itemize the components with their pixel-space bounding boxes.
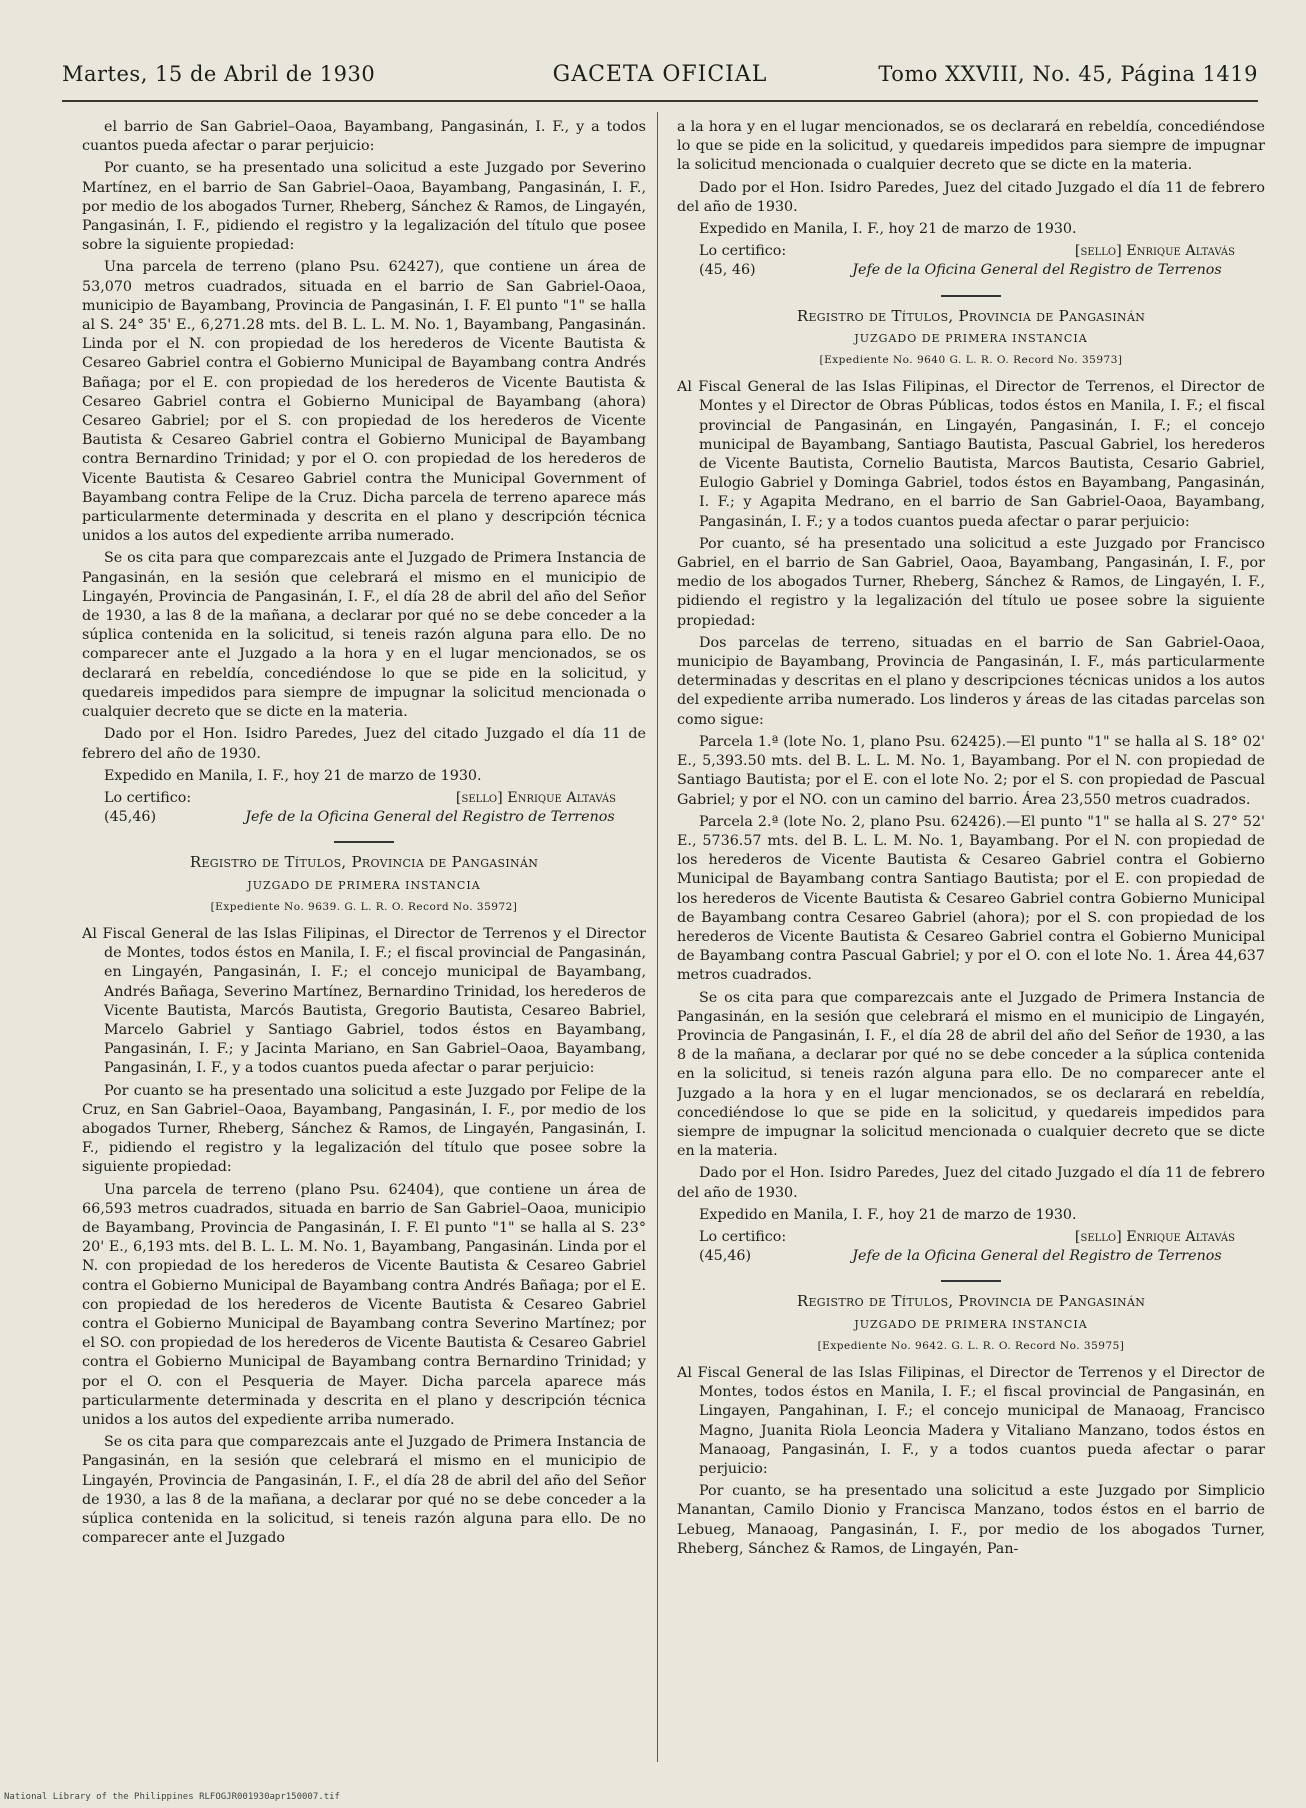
notice-4-heading: Registro de Títulos, Provincia de Pangasinán [796, 1292, 1146, 1311]
header-date: Martes, 15 de Abril de 1930 [62, 62, 376, 86]
continuation: a la hora y en el lugar mencionados, se os declarará en rebeldía, concediéndose lo que se pide en la solicitud, y quedareis impedidos para siempre de impugnar la solicitud mencionada o cualquier decreto que se dicte en la materia. [677, 119, 1265, 174]
section-separator [941, 1280, 1001, 1282]
page-header [62, 62, 1258, 96]
signer-title: Jefe de la Oficina General del Registro de Terrenos [852, 1248, 1222, 1265]
parcela-1: Una parcela de terreno (plano Psu. 62427), que contiene un área de 53,070 metros cuadrados, situada en el barrio de San Gabriel-Oaoa, municipio de Bayambang, Provincia de Pangasinán, I. F. El punto "1" se halla al S. 24° 35' E., 6,271.28 mts. del B. L. L. M. No. 1, Bayambang, Pangasinán. Linda por el N. con propiedad de los herederos de Vicente Bautista & Cesareo Gabriel contra el Gobierno Municipal de Bayambang contra Andrés Bañaga; por el E. con propiedad de los herederos de Vicente Bautista & Cesareo Gabriel contra el Gobierno Municipal de Bayambang (ahora) Cesareo Gabriel; por el S. con propiedad de los herederos de Vicente Bautista & Cesareo Gabriel contra el Gobierno Municipal de Bayambang contra Bernardino Trinidad; y por el O. con propiedad de los herederos de Vicente Bautista & Cesareo Gabriel contra the Municipal Government of Bayambang contra Felipe de la Cruz. Dicha parcela de terreno aparece más particularmente determinada y descrita en el plano y descripción técnica unidos a los autos del expediente arriba numerado. [82, 259, 646, 545]
notice-2-se-os-cita: Se os cita para que comparezcais ante el Juzgado de Primera Instancia de Pangasinán, en la sesión que celebrará el mismo en el municipio de Lingayén, Provincia de Pangasinán, I. F., el día 28 de abril del año del Señor de 1930, a las 8 de la mañana, a declarar por qué no se debe conceder a la súplica contenida en la solicitud, si teneis razón alguna para ello. De no comparecer ante el Juzgado [82, 1434, 646, 1547]
signer-title: Jefe de la Oficina General del Registro de Terrenos [245, 809, 615, 826]
notice-4-expediente: [Expediente No. 9642. G. L. R. O. Record No. 35975] [817, 1339, 1125, 1352]
notice-2-al-fiscal: Al Fiscal General de las Islas Filipinas, el Director de Terrenos y el Director de Montes, todos éstos en Manila, I. F.; el fiscal provincial de Pangasinán, en Lingayén, Pangasinán, I. F.; el concejo municipal de Bayambang, Andrés Bañaga, Severino Martínez, Bernardino Trinidad, los herederos de Vicente Bautista, Marcós Bautista, Gregorio Bautista, Cesareo Babriel, Marcelo Gabriel y Santiago Gabriel, todos éstos en Bayambang, Pangasinán, I. F.; y Jacinta Mariano, en San Gabriel–Oaoa, Bayambang, Pangasinán, I. F., y a todos cuantos pueda afectar o parar perjuicio: [82, 925, 646, 1077]
notice-2-por-cuanto: Por cuanto se ha presentado una solicitud a este Juzgado por Felipe de la Cruz, en San Gabriel–Oaoa, Bayambang, Pangasinán, I. F., por medio de los abogados Turner, Rheberg, Sánchez & Ramos, de Lingayén, Pangasinán, I. F., pidiendo el registro y la legalización del título que posee sobre la siguiente propiedad: [82, 1082, 646, 1176]
column-divider [657, 112, 658, 1762]
intro-tail: el barrio de San Gabriel–Oaoa, Bayambang, Pangasinán, I. F., y a todos cuantos pueda afectar o parar perjuicio: [82, 119, 646, 155]
notice-3-heading: Registro de Títulos, Provincia de Pangasinán [796, 306, 1146, 325]
seal-signature: [sello] Enrique Altavás [1074, 243, 1235, 260]
notice-2-parcela: Una parcela de terreno (plano Psu. 62404), que contiene un área de 66,593 metros cuadrados, situada en barrio de San Gabriel–Oaoa, municipio de Bayambang, Provincia de Pangasinán, I. F. El punto "1" se halla al S. 23° 20' E., 6,193 mts. del B. L. L. M. No. 1, Bayambang, Pangasinán. Linda por el N. con propiedad de los herederos de Vicente Bautista & Cesareo Gabriel contra el Gobierno Municipal de Bayambang contra Andrés Bañaga; por el E. con propiedad de los herederos de Vicente Bautista & Cesareo Gabriel contra el Gobierno Municipal de Bayambang contra Severino Martínez; por el SO. con propiedad de los herederos de Vicente Bautista & Cesareo Gabriel contra el Gobierno Municipal de Bayambang contra Bernardino Trinidad; y por el O. con el Pesqueria de Mayer. Dicha parcela aparece más particularmente determinada y descrita en el plano y descripción técnica unidos a los autos del expediente arriba numerado. [82, 1181, 646, 1428]
notice-3-parcela-2: Parcela 2.ª (lote No. 2, plano Psu. 62426).—El punto "1" se halla al S. 27° 52' E., 5736.57 mts. del B. L. L. M. No. 1, Bayambang. Por el N. con propiedad de los herederos de Vicente Bautista & Cesareo Gabriel contra el Gobierno Municipal de Bayambang contra Santiago Bautista; por el E. con propiedad de los herederos de Vicente Bautista & Cesareo Gabriel contra Gobierno Municipal de Bayambang contra Cesareo Gabriel (ahora); por el S. con propiedad de los herederos de Vicente Bautista & Cesareo Gabriel contra el Gobierno Municipal de Bayambang contra Pascual Gabriel; y por el O. con el lote No. 1. Área 44,637 metros cuadrados. [677, 813, 1265, 984]
signer-title: Jefe de la Oficina General del Registro de Terrenos [852, 262, 1222, 279]
scan-footer: National Library of the Philippines RLFOGJR001930apr150007.tif [4, 1792, 340, 1802]
seal-signature: [sello] Enrique Altavás [1074, 1228, 1235, 1245]
header-title: GACETA OFICIAL [552, 62, 768, 87]
notice-4-court: JUZGADO DE PRIMERA INSTANCIA [854, 1317, 1088, 1331]
signature-line-1 [82, 808, 646, 827]
notice-4-al-fiscal: Al Fiscal General de las Islas Filipinas, el Director de Terrenos y el Director de Montes, todos éstos en Manila, I. F.; el fiscal provincial de Pangasinán, en Lingayen, Pangahinan, I. F.; el concejo municipal de Manaoag, Francisco Magno, Juanita Riola Leoncia Madera y Vitaliano Manzano, todos éstos en Manaoag, Pangasinán, I. F., y a todos cuantos pueda afectar o parar perjuicio: [677, 1364, 1265, 1477]
notice-2-expediente: [Expediente No. 9639. G. L. R. O. Record No. 35972] [210, 900, 518, 913]
ref-number: (45,46) [699, 1248, 752, 1265]
se-os-cita-1: Se os cita para que comparezcais ante el Juzgado de Primera Instancia de Pangasinán, en la sesión que celebrará el mismo en el municipio de Lingayén, Provincia de Pangasinán, I. F., el día 28 de abril del año del Señor de 1930, a las 8 de la mañana, a declarar por qué no se debe conceder a la súplica contenida en la solicitud, si teneis razón alguna para ello. De no comparecer ante el Juzgado a la hora y en el lugar mencionados, se os declarará en rebeldía, concediéndose lo que se pide en la solicitud, y quedareis impedidos para siempre de impugnar la solicitud mencionada o cualquier decreto que se dicte en la materia. [82, 550, 646, 721]
ref-number: (45, 46) [699, 262, 756, 279]
certification-2 [677, 242, 1265, 261]
por-cuanto-1: Por cuanto, se ha presentado una solicitud a este Juzgado por Severino Martínez, en el barrio de San Gabriel–Oaoa, Bayambang, Pangasinán, I. F., por medio de los abogados Turner, Rheberg, Sánchez & Ramos, de Lingayén, Pangasinán, I. F., pidiendo el registro y la legalización del título que posee sobre la siguiente propiedad: [82, 160, 646, 254]
left-column [82, 118, 646, 1748]
notice-3-al-fiscal: Al Fiscal General de las Islas Filipinas, el Director de Terrenos, el Director de Montes y el Director de Obras Públicas, todos éstos en Manila, I. F.; el fiscal provincial de Pangasinán, en Lingayén, Pangasinán, I. F.; el concejo municipal de Bayambang, Santiago Bautista, Pascual Gabriel, los herederos de Vicente Bautista, Cornelio Bautista, Marcos Bautista, Cesario Gabriel, Eulogio Gabriel y Dominga Gabriel, todos éstos en Bayambang, Pangasinán, I. F.; y Agapita Medrano, en el barrio de San Gabriel-Oaoa, Bayambang, Pangasinán, I. F.; y a todos cuantos pueda afectar o parar perjuicio: [677, 379, 1265, 530]
expedido-2: Expedido en Manila, I. F., hoy 21 de marzo de 1930. [699, 221, 1077, 238]
notice-3-expedido: Expedido en Manila, I. F., hoy 21 de marzo de 1930. [699, 1206, 1077, 1223]
ref-number: (45,46) [104, 809, 157, 826]
notice-2-heading: Registro de Títulos, Provincia de Pangasinán [189, 853, 539, 872]
notice-3-dos-parcelas: Dos parcelas de terreno, situadas en el barrio de San Gabriel-Oaoa, municipio de Bayambang, Provincia de Pangasinán, I. F., más particularmente determinadas y descritas en el plano y descripciones técnicas unidos a los autos del expediente arriba numerado. Los linderos y áreas de las citadas parcelas son como sigue: [677, 634, 1265, 728]
expedido-1: Expedido en Manila, I. F., hoy 21 de marzo de 1930. [104, 767, 482, 784]
signature-line-3 [677, 1247, 1265, 1266]
certification-1 [82, 789, 646, 808]
certifico-label: Lo certifico: [699, 243, 787, 260]
signature-line-2 [677, 261, 1265, 280]
notice-3-por-cuanto: Por cuanto, sé ha presentado una solicitud a este Juzgado por Francisco Gabriel, en el barrio de San Gabriel, Oaoa, Bayambang, Pangasinán, I. F., por medio de los abogados Turner, Rheberg, Sánchez & Ramos, de Lingayén, I. F., pidiendo el registro y la legalización del título ue posee sobre la siguiente propiedad: [677, 535, 1265, 629]
notice-3-parcela-1: Parcela 1.ª (lote No. 1, plano Psu. 62425).—El punto "1" se halla al S. 18° 02' E., 5,393.50 mts. del B. L. L. M. No. 1, Bayambang. Por el N. con propiedad de Santiago Bautista; por el E. con el lote No. 2; por el S. con propiedad de Pascual Gabriel; y por el NO. con un camino del barrio. Área 23,550 metros cuadrados. [677, 733, 1265, 808]
notice-3-dado: Dado por el Hon. Isidro Paredes, Juez del citado Juzgado el día 11 de febrero del año de 1930. [677, 1165, 1265, 1201]
notice-3-court: JUZGADO DE PRIMERA INSTANCIA [854, 331, 1088, 345]
dado-2: Dado por el Hon. Isidro Paredes, Juez del citado Juzgado el día 11 de febrero del año de 1930. [677, 179, 1265, 215]
certifico-label: Lo certifico: [699, 1228, 787, 1245]
header-volume-page: Tomo XXVIII, No. 45, Página 1419 [878, 62, 1258, 86]
section-separator [334, 841, 394, 843]
seal-signature: [sello] Enrique Altavás [455, 789, 616, 806]
certifico-label: Lo certifico: [104, 789, 192, 806]
header-rule [62, 100, 1258, 102]
dado-1: Dado por el Hon. Isidro Paredes, Juez del citado Juzgado el día 11 de febrero del año de 1930. [82, 726, 646, 762]
notice-3-expediente: [Expediente No. 9640 G. L. R. O. Record No. 35973] [819, 354, 1123, 367]
notice-4-por-cuanto: Por cuanto, se ha presentado una solicitud a este Juzgado por Simplicio Manantan, Camilo Dionio y Francisca Manzano, todos éstos en el barrio de Lebueg, Manaoag, Pangasinán, I. F., por medio de los abogados Turner, Rheberg, Sánchez & Ramos, de Lingayén, Pan- [677, 1483, 1265, 1557]
notice-2-court: JUZGADO DE PRIMERA INSTANCIA [247, 878, 481, 892]
section-separator [941, 295, 1001, 297]
notice-3-se-os-cita: Se os cita para que comparezcais ante el Juzgado de Primera Instancia de Pangasinán, en la sesión que celebrará el mismo en el municipio de Lingayén, Provincia de Pangasinán, I. F., el día 28 de abril del año del Señor de 1930, a las 8 de la mañana, a declarar por qué no se debe conceder a la súplica contenida en la solicitud, si teneis razón alguna para ello. De no comparecer ante el Juzgado a la hora y en el lugar mencionados, se os declarará en rebeldía, concediéndose lo que se pide en la solicitud, y quedareis impedidos para siempre de impugnar la solicitud mencionada o cualquier decreto que se dicte en la materia. [677, 989, 1265, 1160]
certification-3 [677, 1228, 1265, 1247]
right-column [677, 118, 1265, 1748]
